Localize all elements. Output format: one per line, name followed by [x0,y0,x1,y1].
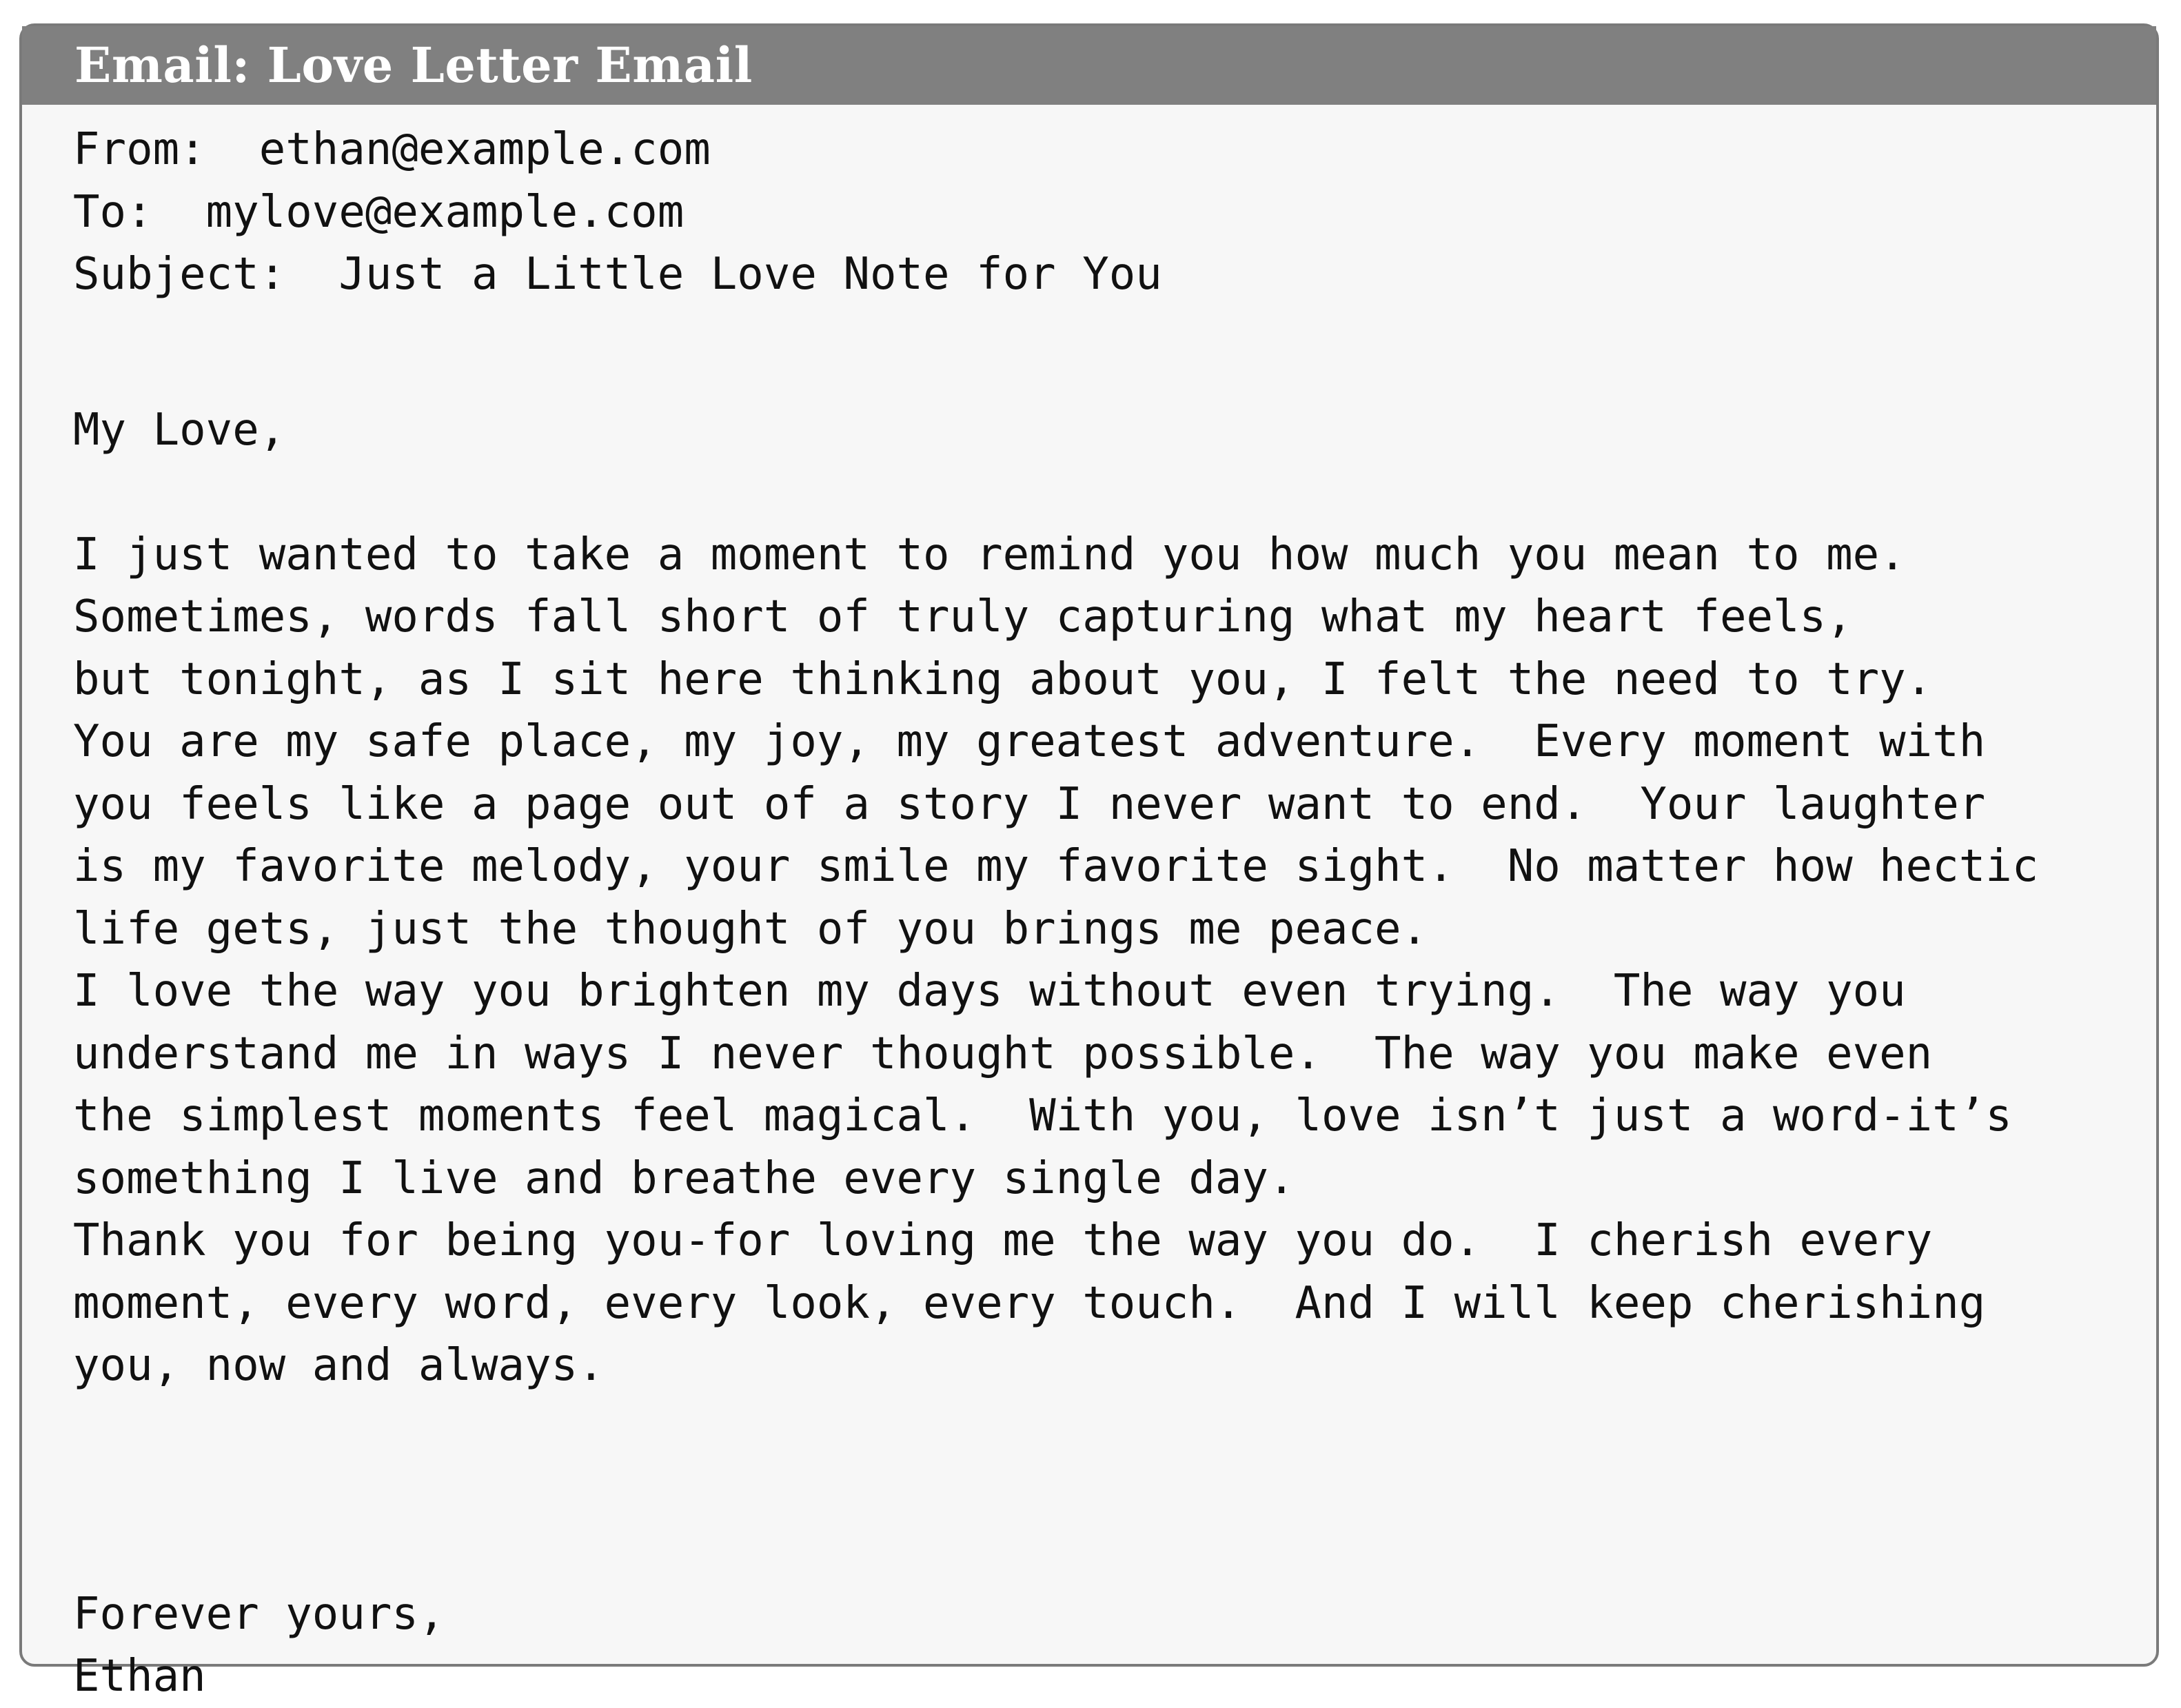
from-field: From: ethan@example.com [73,124,711,175]
body-line: is my favorite melody, your smile my favorite sight. No matter how hectic [73,841,2039,892]
signature: Ethan [73,1651,206,1702]
body-line: You are my safe place, my joy, my greatest adventure. Every moment with [73,716,1986,767]
spacer [73,306,2156,399]
body-line: you feels like a page out of a story I never want to end. Your laughter [73,778,1986,830]
closing: Forever yours, [73,1588,445,1640]
body-line: I love the way you brighten my days without even trying. The way you [73,966,1906,1017]
to-field: To: mylove@example.com [73,186,684,238]
email-window [19,23,2159,1702]
body-line: understand me in ways I never thought possible. The way you make even [73,1028,1933,1079]
email-title-bar [22,26,2156,105]
body-line: something I live and breathe every single day. [73,1152,1295,1204]
body-line: I just wanted to take a moment to remind you how much you mean to me. [73,529,1906,580]
spacer [73,1490,2156,1583]
spacer [73,461,2156,524]
body-line: life gets, just the thought of you brings me peace. [73,903,1428,955]
subject-field: Subject: Just a Little Love Note for You [73,249,1162,300]
email-content [22,105,2156,1708]
body-line: you, now and always. [73,1340,605,1391]
spacer [73,1397,2156,1490]
greeting: My Love, [73,404,286,456]
email-title: Email: Love Letter Email [74,37,753,94]
body-line: Sometimes, words fall short of truly capturing what my heart feels, [73,591,1853,642]
body-line: Thank you for being you-for loving me the way you do. I cherish every [73,1215,1933,1266]
body-line: the simplest moments feel magical. With you, love isn’t just a word-it’s [73,1090,2012,1141]
body-line: moment, every word, every look, every touch. And I will keep cherishing [73,1277,1986,1329]
body-line: but tonight, as I sit here thinking about you, I felt the need to try. [73,653,1933,705]
